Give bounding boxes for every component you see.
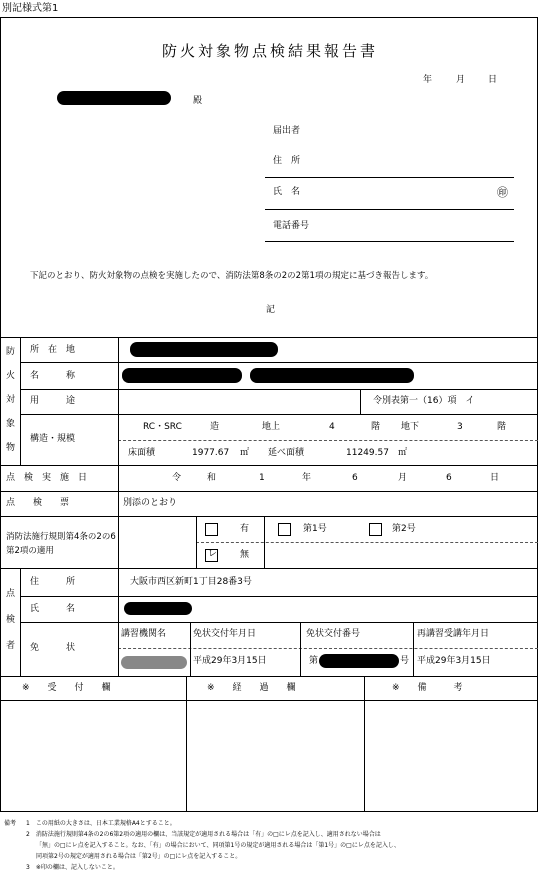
note-line-1: 1 この用紙の大きさは、日本工業規格A4とすること。 bbox=[26, 820, 176, 827]
inspector-side-label-1: 点 bbox=[6, 589, 16, 599]
reception-header: ※ 受 付 欄 bbox=[22, 683, 111, 693]
addressee-suffix: 殿 bbox=[193, 96, 203, 106]
total-area-unit: ㎡ bbox=[398, 448, 408, 458]
reporter-address-label: 住 所 bbox=[273, 156, 301, 166]
redacted-name-1 bbox=[122, 368, 242, 383]
reporter-name-line bbox=[265, 209, 514, 210]
page-title: 防火対象物点検結果報告書 bbox=[161, 42, 378, 60]
inspection-sheet-label: 点 検 票 bbox=[6, 498, 70, 508]
table-top-line bbox=[0, 337, 538, 338]
kai-1: 階 bbox=[371, 422, 381, 432]
notes-label: 備考 bbox=[4, 820, 17, 827]
inspection-month-unit: 月 bbox=[398, 473, 408, 483]
inspection-year: 1 bbox=[259, 473, 265, 483]
structure-type: RC・SRC bbox=[143, 422, 182, 432]
reporter-phone-label: 電話番号 bbox=[273, 221, 310, 231]
rule-yes-label: 有 bbox=[240, 524, 250, 534]
inspection-era-1: 令 bbox=[172, 473, 182, 483]
building-side-label-1: 防 bbox=[6, 347, 16, 357]
reporter-phone-line bbox=[265, 241, 514, 242]
inspection-day: 6 bbox=[446, 473, 452, 483]
license-header-1: 講習機関名 bbox=[121, 629, 167, 639]
license-header-3: 免状交付番号 bbox=[306, 629, 361, 639]
below-floors: 3 bbox=[457, 422, 463, 432]
floor-area-label: 床面積 bbox=[128, 448, 156, 458]
redacted-name-2 bbox=[250, 368, 414, 383]
total-area-value: 11249.57 bbox=[346, 448, 389, 458]
kai-2: 階 bbox=[497, 422, 507, 432]
inspection-day-unit: 日 bbox=[490, 473, 500, 483]
seal-icon: ㊞ bbox=[497, 186, 508, 199]
retraining-date: 平成29年3月15日 bbox=[417, 656, 491, 666]
rule-item1-checkbox[interactable] bbox=[278, 523, 291, 536]
building-side-label-4: 象 bbox=[6, 419, 16, 429]
use-category: 令別表第一（16）項 イ bbox=[373, 396, 475, 406]
redacted-agency bbox=[121, 656, 187, 669]
rule-label-line1: 消防法施行規則第4条の2の6 bbox=[6, 532, 116, 542]
note-line-3: 「無」の□にレ点を記入すること。なお、「有」の場合において、同項第1号の規定が適用される場合は「第1号」の□にレ点を記入し、 bbox=[36, 842, 400, 849]
date-year-label: 年 bbox=[423, 75, 433, 85]
rule-item2-checkbox[interactable] bbox=[369, 523, 382, 536]
structure-zo: 造 bbox=[210, 422, 220, 432]
inspection-date-label: 点 検 実 施 日 bbox=[6, 473, 88, 483]
above-floors: 4 bbox=[329, 422, 335, 432]
floor-area-unit: ㎡ bbox=[240, 448, 250, 458]
inspector-address-label: 住 所 bbox=[30, 577, 76, 587]
inspector-side-label-2: 検 bbox=[6, 615, 16, 625]
license-prefix: 第 bbox=[309, 656, 319, 666]
note-line-5: 3 ※印の欄は、記入しないこと。 bbox=[26, 864, 119, 871]
floor-area-value: 1977.67 bbox=[192, 448, 230, 458]
inspection-year-unit: 年 bbox=[302, 473, 312, 483]
inspection-sheet-value: 別添のとおり bbox=[123, 498, 178, 508]
license-issue-date: 平成29年3月15日 bbox=[193, 656, 267, 666]
location-label: 所 在 地 bbox=[30, 345, 76, 355]
redacted-addressee bbox=[57, 91, 171, 105]
inspection-era-2: 和 bbox=[207, 473, 217, 483]
reporter-address-line bbox=[265, 177, 514, 178]
license-header-4: 再講習受講年月日 bbox=[417, 629, 490, 639]
remarks-header: ※ 備 考 bbox=[392, 683, 463, 693]
intro-text: 下記のとおり、防火対象物の点検を実施したので、消防法第8条の2の2第1項の規定に基づき報告します。 bbox=[30, 271, 434, 281]
rule-yes-checkbox[interactable] bbox=[205, 523, 218, 536]
rule-item2-label: 第2号 bbox=[392, 524, 416, 534]
inspector-name-label: 氏 名 bbox=[30, 604, 76, 614]
license-suffix: 号 bbox=[400, 656, 410, 666]
license-label: 免 状 bbox=[30, 643, 76, 653]
rule-no-label: 無 bbox=[240, 550, 250, 560]
name-label: 名 称 bbox=[30, 371, 76, 381]
note-line-2: 2 消防法施行規則第4条の2の6第2項の適用の欄は、当該規定が適用される場合は「有」の□にレ点を記入し、適用されない場合は bbox=[26, 831, 381, 838]
redacted-license-number bbox=[319, 654, 399, 668]
note-line-4: 同項第2号の規定が適用される場合は「第2号」の□にレ点を記入すること。 bbox=[36, 853, 242, 860]
reporter-name-label: 氏 名 bbox=[273, 187, 301, 197]
date-day-label: 日 bbox=[488, 75, 498, 85]
inspector-side-label-3: 者 bbox=[6, 641, 16, 651]
total-area-label: 延べ面積 bbox=[268, 448, 305, 458]
inspection-month: 6 bbox=[352, 473, 358, 483]
reporter-heading: 届出者 bbox=[273, 126, 301, 136]
building-side-label-5: 物 bbox=[6, 443, 16, 453]
date-month-label: 月 bbox=[456, 75, 466, 85]
ki-label: 記 bbox=[266, 305, 276, 315]
use-label: 用 途 bbox=[30, 396, 76, 406]
form-id: 別記様式第1 bbox=[2, 3, 59, 14]
progress-header: ※ 経 過 欄 bbox=[207, 683, 296, 693]
building-side-label-2: 火 bbox=[6, 371, 16, 381]
redacted-inspector-name bbox=[124, 602, 192, 615]
rule-item1-label: 第1号 bbox=[303, 524, 327, 534]
license-header-2: 免状交付年月日 bbox=[193, 629, 257, 639]
below-ground-label: 地下 bbox=[401, 422, 420, 432]
structure-label: 構造・規模 bbox=[30, 434, 76, 444]
redacted-location bbox=[130, 342, 278, 357]
above-ground-label: 地上 bbox=[262, 422, 281, 432]
rule-label-line2: 第2項の適用 bbox=[6, 546, 54, 556]
building-side-label-3: 対 bbox=[6, 395, 16, 405]
inspector-address: 大阪市西区新町1丁目28番3号 bbox=[130, 577, 252, 587]
check-mark-icon: レ bbox=[208, 549, 218, 559]
